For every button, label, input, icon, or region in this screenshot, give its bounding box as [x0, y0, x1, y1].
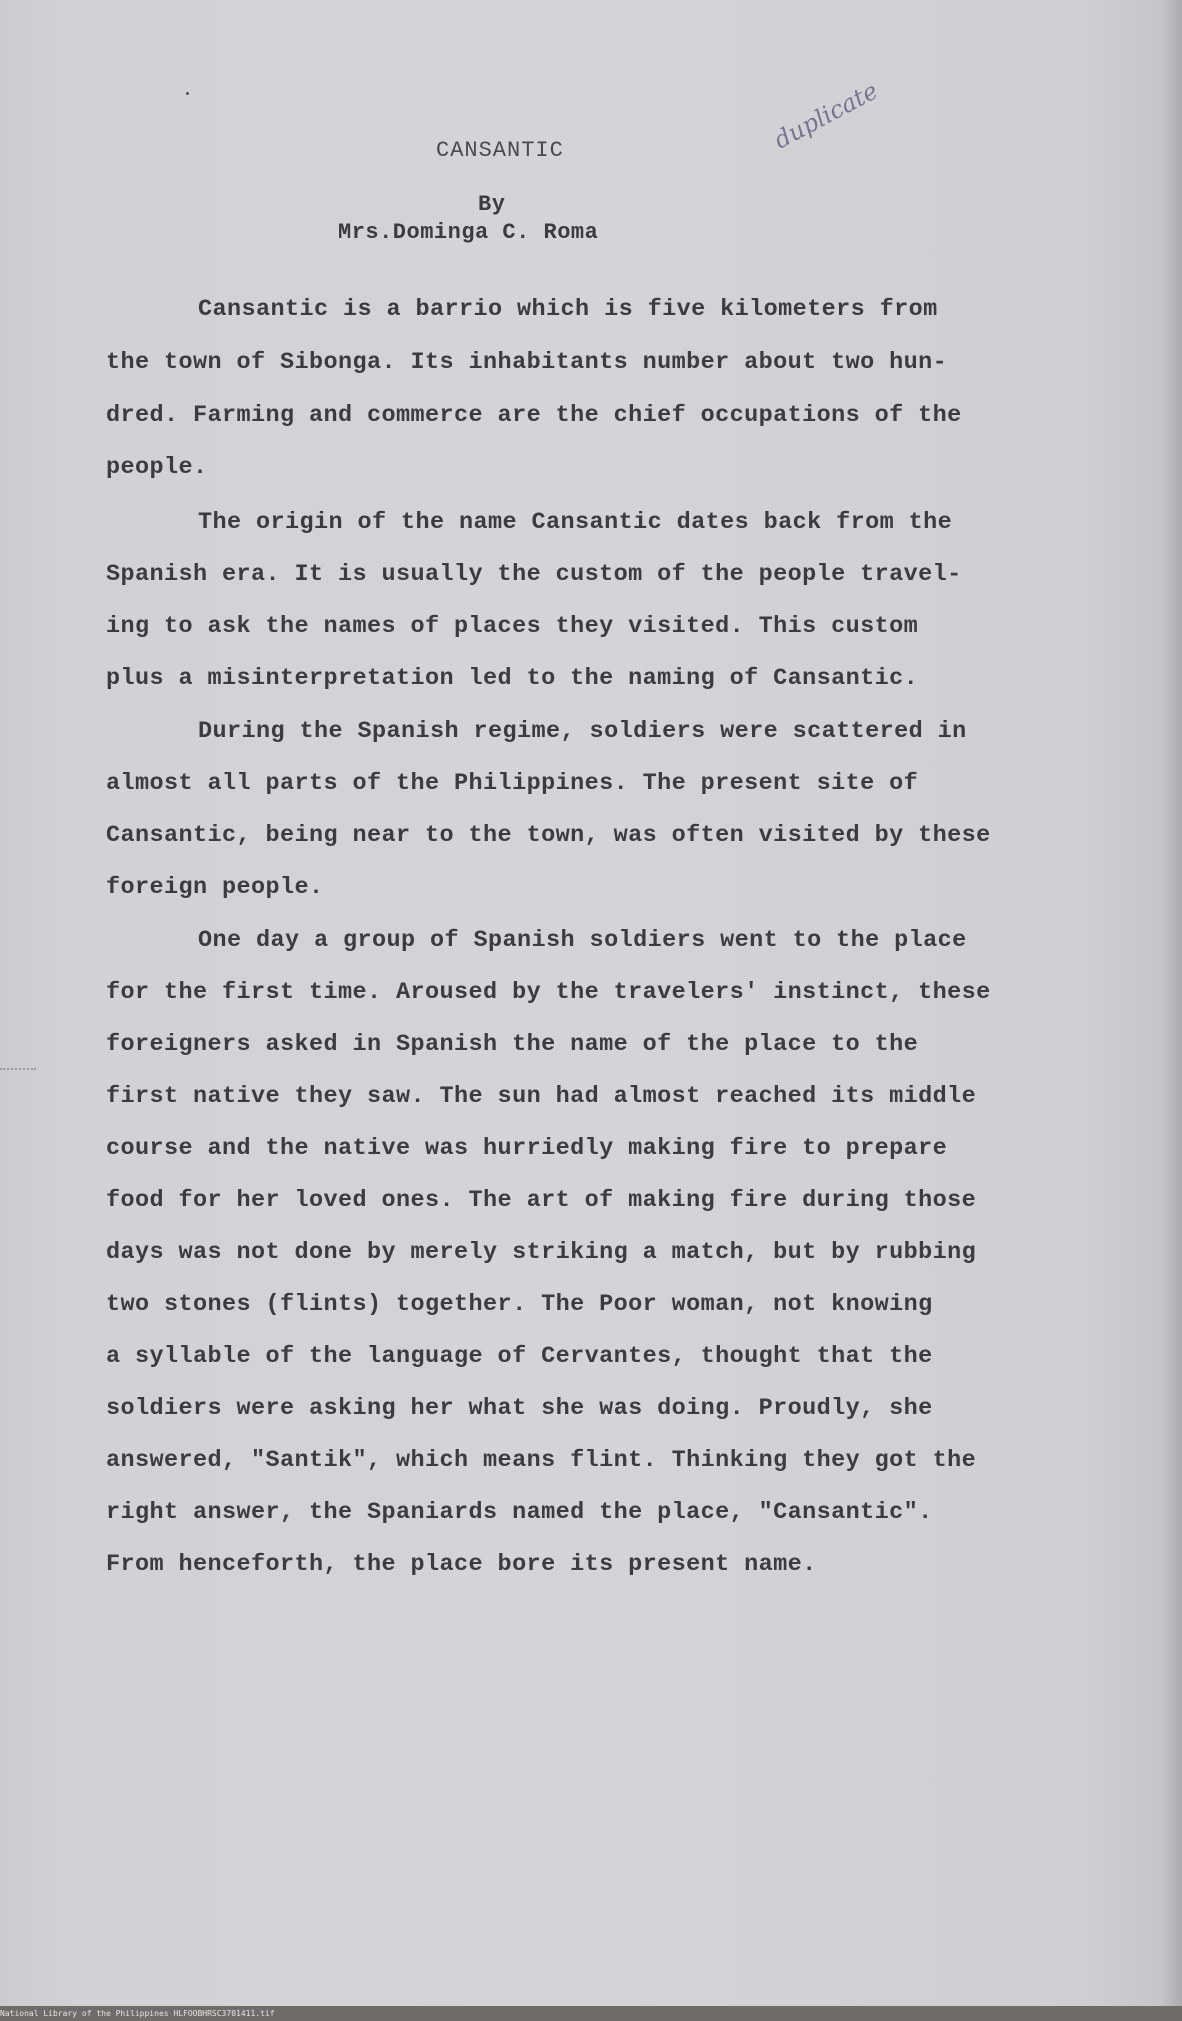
fold-mark: [0, 1068, 36, 1072]
text-line: days was not done by merely striking a match, but by rubbing: [106, 1239, 977, 1266]
text-line: course and the native was hurriedly making fire to prepare: [106, 1135, 948, 1162]
text-line: ing to ask the names of places they visited. This custom: [106, 613, 919, 640]
text-line: Cansantic is a barrio which is five kilometers from: [198, 296, 938, 323]
text-line: answered, "Santik", which means flint. Thinking they got the: [106, 1447, 977, 1474]
text-line: soldiers were asking her what she was doing. Proudly, she: [106, 1395, 933, 1422]
text-line: a syllable of the language of Cervantes, thought that the: [106, 1343, 933, 1370]
text-line: food for her loved ones. The art of making fire during those: [106, 1187, 977, 1214]
text-line: first native they saw. The sun had almost reached its middle: [106, 1083, 977, 1110]
text-line: almost all parts of the Philippines. The present site of: [106, 770, 919, 797]
text-line: foreign people.: [106, 874, 324, 901]
text-line: plus a misinterpretation led to the naming of Cansantic.: [106, 665, 919, 692]
text-line: foreigners asked in Spanish the name of the place to the: [106, 1031, 919, 1058]
document-title: CANSANTIC: [436, 138, 564, 163]
byline: By: [478, 192, 506, 217]
text-line: During the Spanish regime, soldiers were scattered in: [198, 718, 967, 745]
text-line: One day a group of Spanish soldiers went to the place: [198, 927, 967, 954]
text-line: dred. Farming and commerce are the chief occupations of the: [106, 402, 962, 429]
text-line: Cansantic, being near to the town, was often visited by these: [106, 822, 991, 849]
text-line: people.: [106, 454, 208, 481]
text-line: the town of Sibonga. Its inhabitants number about two hun-: [106, 349, 948, 376]
text-line: The origin of the name Cansantic dates back from the: [198, 509, 953, 536]
handwritten-annotation: duplicate: [769, 76, 883, 155]
archive-footer: National Library of the Philippines HLFOOBHRSC3701411.tif: [0, 2009, 275, 2018]
text-line: From henceforth, the place bore its present name.: [106, 1551, 817, 1578]
text-line: Spanish era. It is usually the custom of the people travel-: [106, 561, 962, 588]
text-line: two stones (flints) together. The Poor woman, not knowing: [106, 1291, 933, 1318]
author-name: Mrs.Dominga C. Roma: [338, 220, 599, 245]
text-line: for the first time. Aroused by the travelers' instinct, these: [106, 979, 991, 1006]
ink-speck: [186, 92, 189, 95]
text-line: right answer, the Spaniards named the place, "Cansantic".: [106, 1499, 933, 1526]
